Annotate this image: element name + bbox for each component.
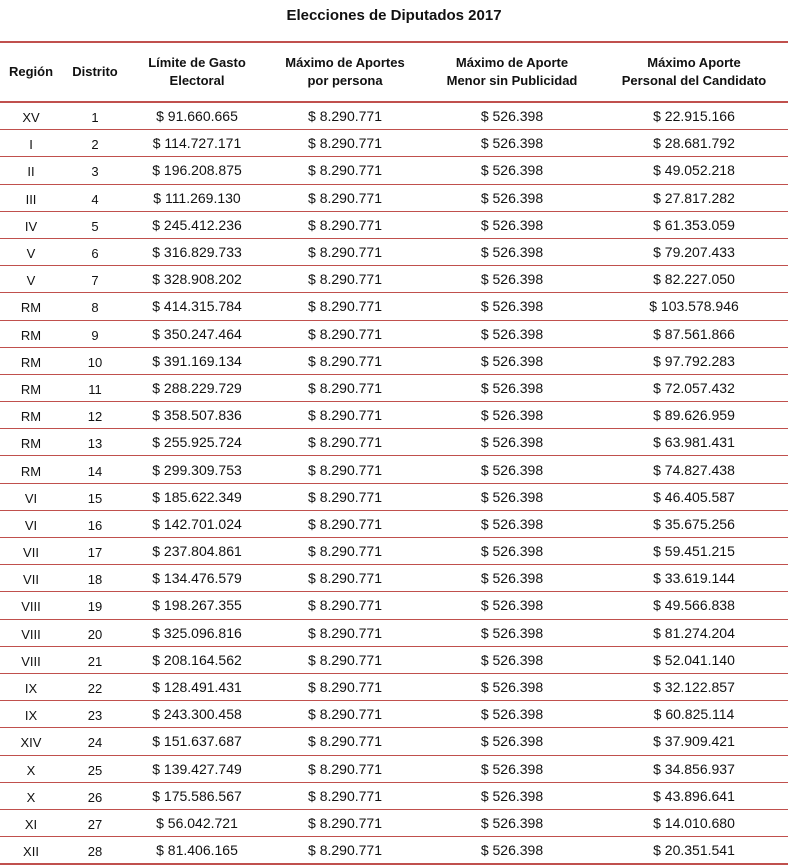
maximo-aportes-cell: $ 8.290.771 (266, 510, 424, 537)
distrito-cell: 20 (62, 619, 128, 646)
maximo-aportes-cell: $ 8.290.771 (266, 592, 424, 619)
region-cell: XV (0, 102, 62, 130)
table-row (0, 456, 788, 483)
header-line: Máximo de Aporte (455, 55, 569, 70)
region-cell: III (0, 184, 62, 211)
aporte-menor-cell: $ 526.398 (424, 429, 600, 456)
region-cell: RM (0, 374, 62, 401)
aporte-menor-cell: $ 526.398 (424, 157, 600, 184)
column-header-distrito (62, 42, 128, 102)
header-line: Electoral (169, 73, 225, 88)
aporte-menor-cell: $ 526.398 (424, 211, 600, 238)
distrito-cell: 8 (62, 293, 128, 320)
aporte-personal-cell: $ 20.351.541 (600, 837, 788, 865)
aporte-personal-cell: $ 34.856.937 (600, 755, 788, 782)
table-body (0, 102, 788, 864)
aporte-personal-cell: $ 22.915.166 (600, 102, 788, 130)
distrito-cell: 5 (62, 211, 128, 238)
limite-gasto-cell: $ 91.660.665 (128, 102, 266, 130)
region-cell: V (0, 266, 62, 293)
limite-gasto-cell: $ 56.042.721 (128, 809, 266, 836)
maximo-aportes-cell: $ 8.290.771 (266, 837, 424, 865)
aporte-menor-cell: $ 526.398 (424, 374, 600, 401)
aporte-menor-cell: $ 526.398 (424, 402, 600, 429)
distrito-cell: 27 (62, 809, 128, 836)
limite-gasto-cell: $ 198.267.355 (128, 592, 266, 619)
maximo-aportes-cell: $ 8.290.771 (266, 266, 424, 293)
table-row (0, 483, 788, 510)
region-cell: VIII (0, 592, 62, 619)
distrito-cell: 16 (62, 510, 128, 537)
table-row (0, 782, 788, 809)
limite-gasto-cell: $ 358.507.836 (128, 402, 266, 429)
aporte-menor-cell: $ 526.398 (424, 646, 600, 673)
aporte-menor-cell: $ 526.398 (424, 102, 600, 130)
table-row (0, 646, 788, 673)
table-row (0, 347, 788, 374)
region-cell: RM (0, 429, 62, 456)
distrito-cell: 18 (62, 565, 128, 592)
aporte-personal-cell: $ 63.981.431 (600, 429, 788, 456)
table-row (0, 809, 788, 836)
table-row (0, 402, 788, 429)
maximo-aportes-cell: $ 8.290.771 (266, 347, 424, 374)
limite-gasto-cell: $ 142.701.024 (128, 510, 266, 537)
region-cell: VI (0, 483, 62, 510)
aporte-menor-cell: $ 526.398 (424, 565, 600, 592)
limite-gasto-cell: $ 299.309.753 (128, 456, 266, 483)
maximo-aportes-cell: $ 8.290.771 (266, 701, 424, 728)
table-row (0, 673, 788, 700)
limite-gasto-cell: $ 245.412.236 (128, 211, 266, 238)
aporte-personal-cell: $ 28.681.792 (600, 130, 788, 157)
limite-gasto-cell: $ 325.096.816 (128, 619, 266, 646)
table-row (0, 211, 788, 238)
region-cell: I (0, 130, 62, 157)
limite-gasto-cell: $ 151.637.687 (128, 728, 266, 755)
limite-gasto-cell: $ 414.315.784 (128, 293, 266, 320)
aporte-personal-cell: $ 59.451.215 (600, 538, 788, 565)
aporte-personal-cell: $ 103.578.946 (600, 293, 788, 320)
table-row (0, 130, 788, 157)
aporte-menor-cell: $ 526.398 (424, 755, 600, 782)
distrito-cell: 10 (62, 347, 128, 374)
column-header-maximo-aportes (266, 42, 424, 102)
region-cell: VII (0, 565, 62, 592)
region-cell: RM (0, 347, 62, 374)
limite-gasto-cell: $ 114.727.171 (128, 130, 266, 157)
maximo-aportes-cell: $ 8.290.771 (266, 102, 424, 130)
aporte-personal-cell: $ 82.227.050 (600, 266, 788, 293)
header-line: por persona (307, 73, 383, 88)
maximo-aportes-cell: $ 8.290.771 (266, 646, 424, 673)
region-cell: XIV (0, 728, 62, 755)
limite-gasto-cell: $ 185.622.349 (128, 483, 266, 510)
region-cell: X (0, 755, 62, 782)
header-line: Región (8, 64, 54, 79)
spending-limits-table (0, 41, 788, 865)
aporte-personal-cell: $ 52.041.140 (600, 646, 788, 673)
limite-gasto-cell: $ 128.491.431 (128, 673, 266, 700)
table-title: Elecciones de Diputados 2017 (286, 7, 502, 24)
aporte-menor-cell: $ 526.398 (424, 238, 600, 265)
distrito-cell: 13 (62, 429, 128, 456)
maximo-aportes-cell: $ 8.290.771 (266, 402, 424, 429)
aporte-personal-cell: $ 49.052.218 (600, 157, 788, 184)
maximo-aportes-cell: $ 8.290.771 (266, 238, 424, 265)
distrito-cell: 7 (62, 266, 128, 293)
header-line: Menor sin Publicidad (446, 73, 578, 88)
aporte-personal-cell: $ 87.561.866 (600, 320, 788, 347)
aporte-personal-cell: $ 49.566.838 (600, 592, 788, 619)
distrito-cell: 15 (62, 483, 128, 510)
limite-gasto-cell: $ 111.269.130 (128, 184, 266, 211)
region-cell: IX (0, 701, 62, 728)
limite-gasto-cell: $ 316.829.733 (128, 238, 266, 265)
region-cell: RM (0, 293, 62, 320)
maximo-aportes-cell: $ 8.290.771 (266, 429, 424, 456)
aporte-personal-cell: $ 43.896.641 (600, 782, 788, 809)
distrito-cell: 28 (62, 837, 128, 865)
column-header-region (0, 42, 62, 102)
header-row (0, 42, 788, 102)
limite-gasto-cell: $ 139.427.749 (128, 755, 266, 782)
distrito-cell: 22 (62, 673, 128, 700)
maximo-aportes-cell: $ 8.290.771 (266, 130, 424, 157)
distrito-cell: 24 (62, 728, 128, 755)
limite-gasto-cell: $ 328.908.202 (128, 266, 266, 293)
region-cell: RM (0, 320, 62, 347)
column-header-limite-gasto (128, 42, 266, 102)
aporte-menor-cell: $ 526.398 (424, 619, 600, 646)
table-row (0, 320, 788, 347)
aporte-menor-cell: $ 526.398 (424, 130, 600, 157)
limite-gasto-cell: $ 391.169.134 (128, 347, 266, 374)
limite-gasto-cell: $ 243.300.458 (128, 701, 266, 728)
region-cell: IX (0, 673, 62, 700)
distrito-cell: 21 (62, 646, 128, 673)
aporte-menor-cell: $ 526.398 (424, 456, 600, 483)
distrito-cell: 2 (62, 130, 128, 157)
distrito-cell: 25 (62, 755, 128, 782)
distrito-cell: 14 (62, 456, 128, 483)
table-row (0, 728, 788, 755)
region-cell: V (0, 238, 62, 265)
table-row (0, 538, 788, 565)
aporte-menor-cell: $ 526.398 (424, 483, 600, 510)
region-cell: VIII (0, 619, 62, 646)
aporte-personal-cell: $ 61.353.059 (600, 211, 788, 238)
table-row (0, 565, 788, 592)
maximo-aportes-cell: $ 8.290.771 (266, 157, 424, 184)
maximo-aportes-cell: $ 8.290.771 (266, 293, 424, 320)
maximo-aportes-cell: $ 8.290.771 (266, 619, 424, 646)
distrito-cell: 23 (62, 701, 128, 728)
aporte-menor-cell: $ 526.398 (424, 728, 600, 755)
table-header (0, 42, 788, 102)
region-cell: XI (0, 809, 62, 836)
maximo-aportes-cell: $ 8.290.771 (266, 374, 424, 401)
aporte-menor-cell: $ 526.398 (424, 782, 600, 809)
aporte-personal-cell: $ 72.057.432 (600, 374, 788, 401)
region-cell: VIII (0, 646, 62, 673)
header-line: Distrito (72, 64, 118, 79)
aporte-menor-cell: $ 526.398 (424, 837, 600, 865)
region-cell: RM (0, 456, 62, 483)
maximo-aportes-cell: $ 8.290.771 (266, 483, 424, 510)
table-row (0, 701, 788, 728)
table-row (0, 266, 788, 293)
aporte-menor-cell: $ 526.398 (424, 184, 600, 211)
region-cell: VII (0, 538, 62, 565)
aporte-personal-cell: $ 74.827.438 (600, 456, 788, 483)
distrito-cell: 26 (62, 782, 128, 809)
header-line: Máximo de Aportes (285, 55, 405, 70)
table-row (0, 755, 788, 782)
header-line: Personal del Candidato (621, 73, 767, 88)
maximo-aportes-cell: $ 8.290.771 (266, 755, 424, 782)
maximo-aportes-cell: $ 8.290.771 (266, 565, 424, 592)
table-row (0, 184, 788, 211)
aporte-menor-cell: $ 526.398 (424, 701, 600, 728)
limite-gasto-cell: $ 288.229.729 (128, 374, 266, 401)
aporte-menor-cell: $ 526.398 (424, 293, 600, 320)
header-line: Límite de Gasto (148, 55, 246, 70)
aporte-personal-cell: $ 81.274.204 (600, 619, 788, 646)
limite-gasto-cell: $ 175.586.567 (128, 782, 266, 809)
maximo-aportes-cell: $ 8.290.771 (266, 456, 424, 483)
table-row (0, 238, 788, 265)
maximo-aportes-cell: $ 8.290.771 (266, 320, 424, 347)
table-row (0, 374, 788, 401)
maximo-aportes-cell: $ 8.290.771 (266, 673, 424, 700)
maximo-aportes-cell: $ 8.290.771 (266, 184, 424, 211)
aporte-personal-cell: $ 79.207.433 (600, 238, 788, 265)
distrito-cell: 9 (62, 320, 128, 347)
limite-gasto-cell: $ 196.208.875 (128, 157, 266, 184)
region-cell: VI (0, 510, 62, 537)
distrito-cell: 11 (62, 374, 128, 401)
region-cell: X (0, 782, 62, 809)
aporte-menor-cell: $ 526.398 (424, 592, 600, 619)
limite-gasto-cell: $ 81.406.165 (128, 837, 266, 865)
region-cell: IV (0, 211, 62, 238)
aporte-menor-cell: $ 526.398 (424, 510, 600, 537)
distrito-cell: 1 (62, 102, 128, 130)
distrito-cell: 12 (62, 402, 128, 429)
aporte-menor-cell: $ 526.398 (424, 266, 600, 293)
aporte-personal-cell: $ 97.792.283 (600, 347, 788, 374)
aporte-personal-cell: $ 33.619.144 (600, 565, 788, 592)
table-row (0, 592, 788, 619)
aporte-personal-cell: $ 60.825.114 (600, 701, 788, 728)
aporte-personal-cell: $ 46.405.587 (600, 483, 788, 510)
aporte-personal-cell: $ 14.010.680 (600, 809, 788, 836)
aporte-menor-cell: $ 526.398 (424, 673, 600, 700)
distrito-cell: 4 (62, 184, 128, 211)
header-line: Máximo Aporte (647, 55, 741, 70)
aporte-menor-cell: $ 526.398 (424, 538, 600, 565)
limite-gasto-cell: $ 237.804.861 (128, 538, 266, 565)
limite-gasto-cell: $ 255.925.724 (128, 429, 266, 456)
distrito-cell: 19 (62, 592, 128, 619)
limite-gasto-cell: $ 208.164.562 (128, 646, 266, 673)
aporte-personal-cell: $ 35.675.256 (600, 510, 788, 537)
table-row (0, 157, 788, 184)
aporte-menor-cell: $ 526.398 (424, 320, 600, 347)
aporte-menor-cell: $ 526.398 (424, 809, 600, 836)
maximo-aportes-cell: $ 8.290.771 (266, 782, 424, 809)
region-cell: II (0, 157, 62, 184)
table-row (0, 102, 788, 130)
distrito-cell: 6 (62, 238, 128, 265)
maximo-aportes-cell: $ 8.290.771 (266, 728, 424, 755)
region-cell: RM (0, 402, 62, 429)
aporte-personal-cell: $ 37.909.421 (600, 728, 788, 755)
limite-gasto-cell: $ 350.247.464 (128, 320, 266, 347)
region-cell: XII (0, 837, 62, 865)
table-row (0, 293, 788, 320)
aporte-personal-cell: $ 27.817.282 (600, 184, 788, 211)
aporte-menor-cell: $ 526.398 (424, 347, 600, 374)
maximo-aportes-cell: $ 8.290.771 (266, 538, 424, 565)
table-row (0, 429, 788, 456)
maximo-aportes-cell: $ 8.290.771 (266, 211, 424, 238)
aporte-personal-cell: $ 89.626.959 (600, 402, 788, 429)
limite-gasto-cell: $ 134.476.579 (128, 565, 266, 592)
column-header-aporte-menor (424, 42, 600, 102)
distrito-cell: 17 (62, 538, 128, 565)
table-row (0, 510, 788, 537)
aporte-personal-cell: $ 32.122.857 (600, 673, 788, 700)
column-header-aporte-personal (600, 42, 788, 102)
distrito-cell: 3 (62, 157, 128, 184)
table-row (0, 619, 788, 646)
table-row (0, 837, 788, 865)
maximo-aportes-cell: $ 8.290.771 (266, 809, 424, 836)
